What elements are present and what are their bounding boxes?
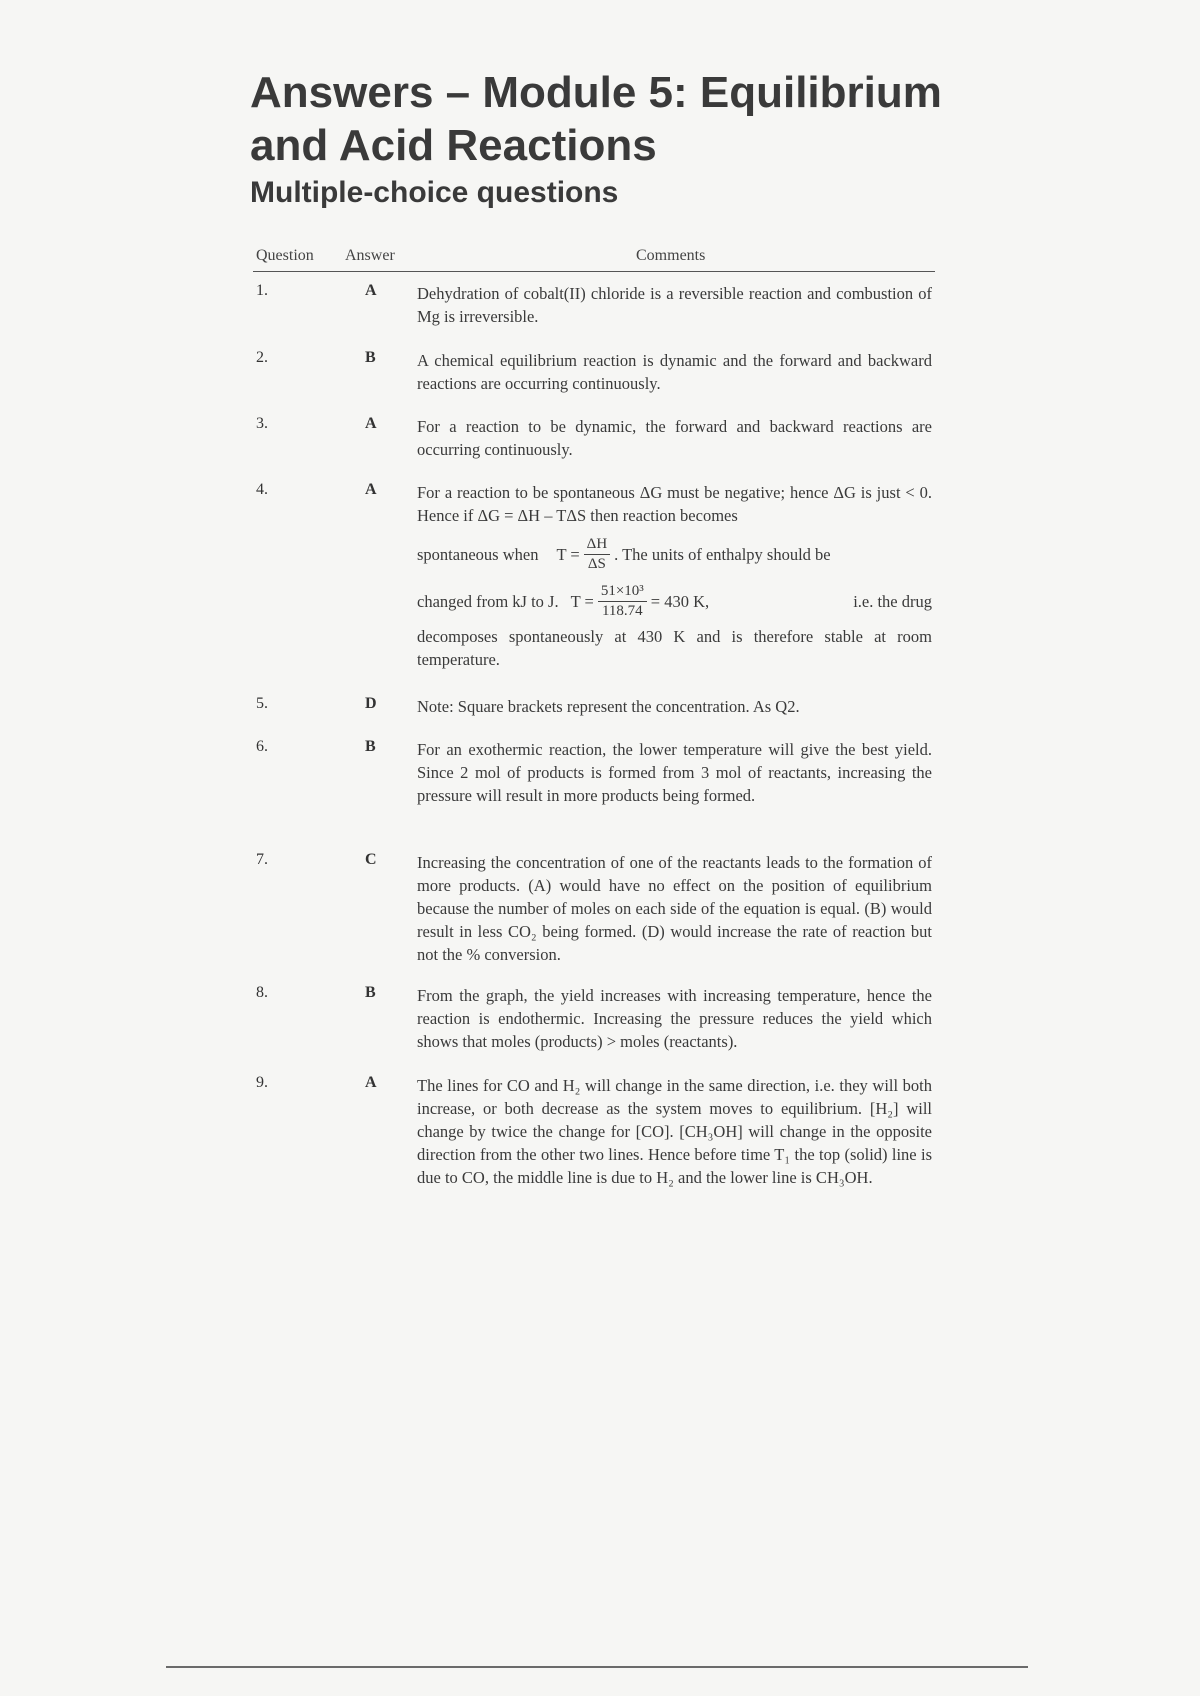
question-number: 6.: [256, 738, 268, 755]
question-number: 1.: [256, 282, 268, 299]
comment-text: decomposes spontaneously at 430 K and is therefore stable at room temperature.: [417, 627, 932, 669]
answer-letter: A: [365, 415, 377, 432]
answer-comment: For an exothermic reaction, the lower temperature will give the best yield. Since 2 mol of products is formed from 3 mol of reactants, increasing the pressure will result in more products being formed.: [417, 740, 932, 805]
comment-text: . The units of enthalpy should be: [614, 545, 831, 564]
question-number: 2.: [256, 349, 268, 366]
question-number: 8.: [256, 984, 268, 1001]
fraction-numerator: ΔH: [584, 535, 610, 555]
equation-line: [417, 535, 932, 574]
answer-comment: For a reaction to be dynamic, the forward and backward reactions are occurring continuously.: [417, 417, 932, 459]
question-number: 4.: [256, 481, 268, 498]
equation-lhs: T =: [556, 545, 580, 564]
column-header-answer: Answer: [345, 247, 395, 264]
fraction-denominator: ΔS: [587, 556, 606, 572]
answer-comment: Increasing the concentration of one of the reactants leads to the formation of more products. (A) would have no effect on the position of equilibrium because the number of moles on each side of the equation is equal. (B) would result in less CO₂ being formed. (D) would increase the rate of reaction but not the % conversion.: [417, 853, 932, 964]
comment-text: For a reaction to be spontaneous ΔG must be negative; hence ΔG is just < 0. Hence if ΔG = ΔH – TΔS then reaction becomes: [417, 483, 932, 525]
equation-line: [417, 582, 932, 621]
answer-letter: B: [365, 738, 376, 755]
answer-comment: Dehydration of cobalt(II) chloride is a reversible reaction and combustion of Mg is irreversible.: [417, 284, 932, 326]
answer-comment: The lines for CO and H₂ will change in the same direction, i.e. they will both increase, or both decrease as the system moves to equilibrium. [H₂] will change by twice the change for [CO]. [CH₃OH] will change in the opposite direction from the other two lines. Hence before time T₁ the top (solid) line is due to CO, the middle line is due to H₂ and the lower line is CH₃OH.: [417, 1076, 932, 1187]
column-header-comments: Comments: [636, 247, 706, 264]
fraction: [598, 582, 647, 621]
page-bottom-rule: [166, 1666, 1028, 1668]
answer-letter: D: [365, 695, 377, 712]
fraction-denominator: 118.74: [601, 603, 643, 619]
answer-comment: [417, 481, 932, 671]
question-number: 9.: [256, 1074, 268, 1091]
question-number: 5.: [256, 695, 268, 712]
comment-text: spontaneous when: [417, 545, 539, 564]
answer-letter: A: [365, 282, 377, 299]
answer-letter: B: [365, 984, 376, 1001]
equation-lhs: T =: [570, 592, 594, 611]
answer-comment: A chemical equilibrium reaction is dynamic and the forward and backward reactions are occurring continuously.: [417, 351, 932, 393]
answer-comment: From the graph, the yield increases with increasing temperature, hence the reaction is endothermic. Increasing the pressure reduces the yield which shows that moles (products) > moles (reactants).: [417, 986, 932, 1051]
column-header-question: Question: [256, 247, 314, 264]
answer-letter: A: [365, 1074, 377, 1091]
equation-rhs: = 430 K,: [650, 592, 710, 611]
question-number: 7.: [256, 851, 268, 868]
answer-comment: Note: Square brackets represent the concentration. As Q2.: [417, 697, 800, 716]
answer-letter: B: [365, 349, 376, 366]
page-title: Answers – Module 5: Equilibrium and Acid Reactions: [250, 68, 942, 170]
section-subtitle: Multiple-choice questions: [250, 176, 619, 209]
header-divider: [253, 271, 935, 272]
fraction: [584, 535, 610, 574]
comment-text: changed from kJ to J.: [417, 592, 559, 611]
answer-letter: A: [365, 481, 377, 498]
question-number: 3.: [256, 415, 268, 432]
fraction-numerator: 51×10³: [598, 582, 647, 602]
answer-letter: C: [365, 851, 377, 868]
comment-text: i.e. the drug: [853, 592, 932, 611]
